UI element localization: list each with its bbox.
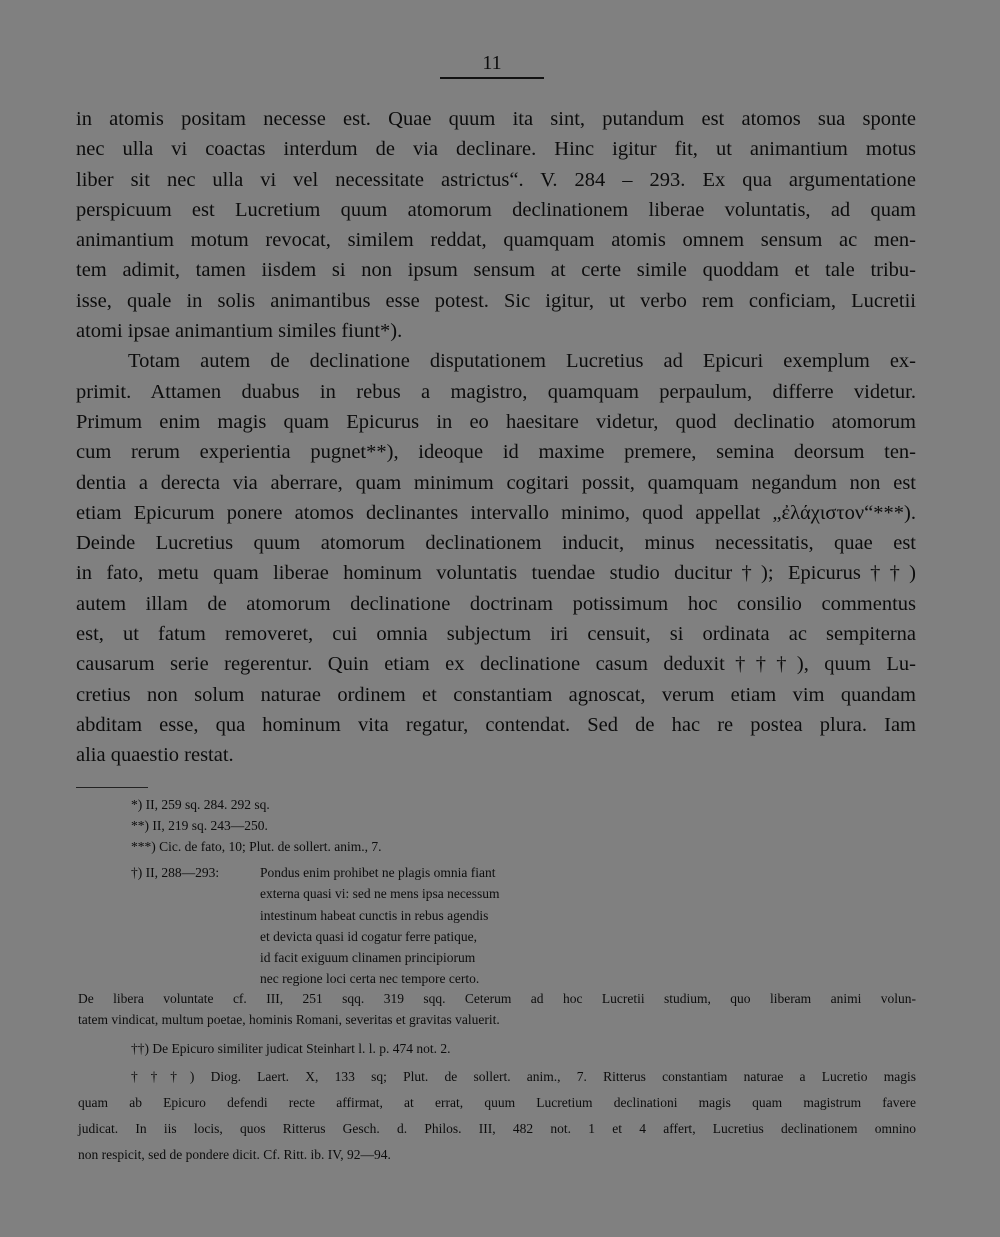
text-line: etiam Epicurum ponere atomos declinantes intervallo minimo, quod appellat „ἐλάχιστον“***).	[76, 501, 916, 524]
footnote-6-line: non respicit, sed de pondere dicit. Cf. Ritt. ib. IV, 92—94.	[78, 1147, 391, 1162]
text-line: nec ulla vi coactas interdum de via declinare. Hinc igitur fit, ut animantium motus	[76, 138, 916, 161]
footnote-1: *) II, 259 sq. 284. 292 sq.	[131, 797, 270, 812]
footnote-4-reference: †) II, 288—293:	[131, 865, 220, 880]
text-line: in atomis positam necesse est. Quae quum ita sint, putandum est atomos sua sponte	[76, 108, 916, 130]
footnote-6-line: judicat. In iis locis, quos Ritterus Gesch. d. Philos. III, 482 not. 1 et 4 affert, Lucretius declinationem omnino	[78, 1121, 916, 1136]
footnote-4-continuation: tatem vindicat, multum poetae, hominis Romani, severitas et gravitas valuerit.	[78, 1012, 500, 1027]
text-line: tem adimit, tamen iisdem si non ipsum sensum at certe simile quoddam et tale tribu-	[76, 259, 916, 282]
text-line: Deinde Lucretius quum atomorum declinationem inducit, minus necessitatis, quae est	[76, 532, 916, 555]
footnote-4-continuation: De libera voluntate cf. III, 251 sqq. 319 sqq. Ceterum ad hoc Lucretii studium, quo liberam animi volun-	[78, 991, 916, 1006]
text-line: causarum serie regerentur. Quin etiam ex declinatione casum deduxit†††), quum Lu-	[76, 653, 916, 676]
text-line: autem illam de atomorum declinatione doctrinam potissimum hoc consilio commentus	[76, 592, 916, 615]
footnote-rule	[76, 787, 148, 788]
text-line: cretius non solum naturae ordinem et constantiam agnoscat, verum etiam vim quandam	[76, 683, 916, 706]
page-number-rule	[440, 77, 544, 79]
text-line: cum rerum experientia pugnet**), ideoque id maxime premere, semina deorsum ten-	[76, 441, 916, 464]
text-line: atomi ipsae animantium similes fiunt*).	[76, 320, 403, 343]
text-line: dentia a derecta via aberrare, quam minimum cogitari possit, quamquam negandum non est	[76, 471, 916, 494]
text-line: isse, quale in solis animantibus esse potest. Sic igitur, ut verbo rem conficiam, Lucretii	[76, 289, 916, 312]
text-line: animantium motum revocat, similem reddat, quamquam atomis omnem sensum ac men-	[76, 229, 916, 252]
footnote-4-verse-line: nec regione loci certa nec tempore certo.	[260, 971, 480, 986]
text-line: primit. Attamen duabus in rebus a magistro, quamquam perpaulum, differre videtur.	[76, 380, 916, 403]
footnote-3: ***) Cic. de fato, 10; Plut. de sollert. anim., 7.	[131, 839, 382, 854]
main-text	[76, 104, 916, 771]
footnote-6-line: quam ab Epicuro defendi recte affirmat, at errat, quum Lucretium declinationi magis quam magistrum favere	[78, 1095, 916, 1110]
text-line: Totam autem de declinatione disputationem Lucretius ad Epicuri exemplum ex-	[128, 350, 916, 373]
footnote-4-verse-line: Pondus enim prohibet ne plagis omnia fiant	[260, 865, 496, 880]
footnote-4-verse-line: intestinum habeat cunctis in rebus agendis	[260, 908, 489, 923]
footnote-2: **) II, 219 sq. 243—250.	[131, 818, 268, 833]
text-line: est, ut fatum removeret, cui omnia subjectum iri censuit, si ordinata ac sempiterna	[76, 623, 916, 646]
text-line: alia quaestio restat.	[76, 744, 234, 767]
text-line: perspicuum est Lucretium quum atomorum declinationem liberae voluntatis, ad quam	[76, 198, 916, 221]
text-line: Primum enim magis quam Epicurus in eo haesitare videtur, quod declinatio atomorum	[76, 410, 916, 433]
footnote-4-verse-line: id facit exiguum clinamen principiorum	[260, 950, 476, 965]
footnote-4-verse-line: externa quasi vi: sed ne mens ipsa necessum	[260, 886, 500, 901]
footnote-6-line: †††) Diog. Laert. X, 133 sq; Plut. de sollert. anim., 7. Ritterus constantiam naturae a Lucretio magis	[131, 1069, 916, 1084]
text-line: in fato, metu quam liberae hominum voluntatis tuendae studio ducitur†); Epicurus††)	[76, 562, 916, 585]
text-line: liber sit nec ulla vi vel necessitate astrictus“. V. 284 – 293. Ex qua argumentatione	[76, 168, 916, 191]
page-number: 11	[482, 52, 502, 74]
text-line: abditam esse, qua hominum vita regatur, contendat. Sed de hac re postea plura. Iam	[76, 713, 916, 736]
footnote-5: ††) De Epicuro similiter judicat Steinhart l. l. p. 474 not. 2.	[131, 1041, 451, 1056]
footnote-4-verse-line: et devicta quasi id cogatur ferre patique,	[260, 929, 478, 944]
